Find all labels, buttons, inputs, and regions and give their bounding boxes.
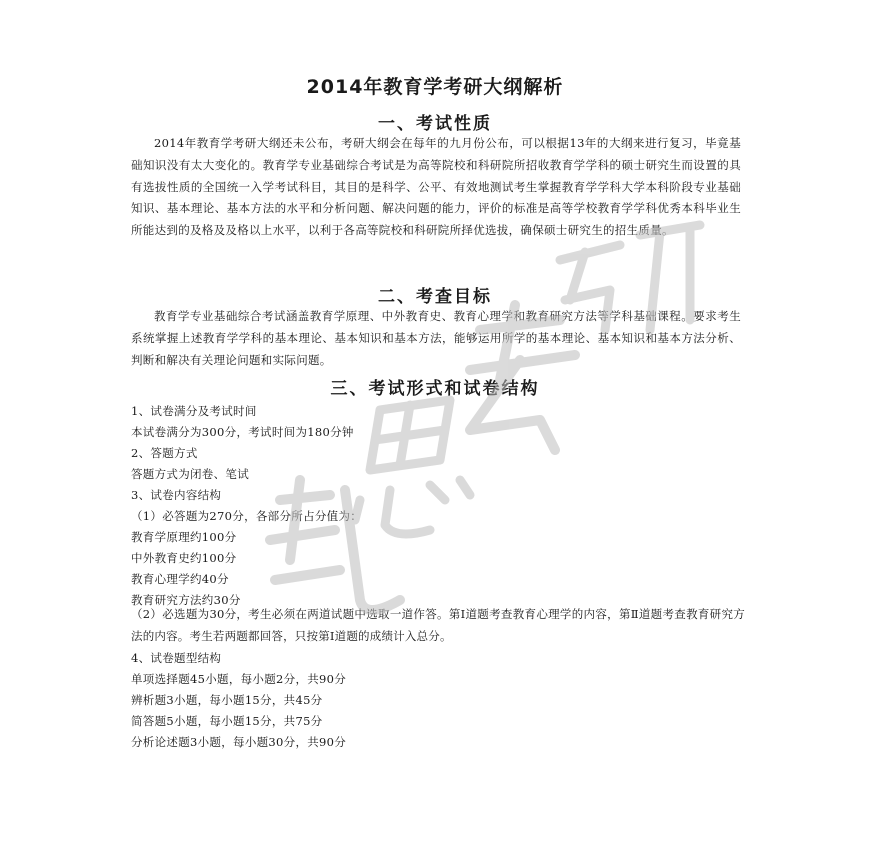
format-line: 3、试卷内容结构 bbox=[131, 488, 222, 502]
section-heading-exam-nature: 一、考试性质 bbox=[378, 114, 492, 134]
format-line: 中外教育史约100分 bbox=[131, 551, 237, 565]
section-heading-exam-format: 三、考试形式和试卷结构 bbox=[330, 379, 540, 399]
format-line: 1、试卷满分及考试时间 bbox=[131, 404, 257, 418]
structure-line: 单项选择题45小题，每小题2分，共90分 bbox=[131, 672, 347, 686]
format-line: 教育心理学约40分 bbox=[131, 572, 229, 586]
structure-line: 4、试卷题型结构 bbox=[131, 651, 222, 665]
format-line: 教育学原理约100分 bbox=[131, 530, 237, 544]
format-line: 答题方式为闭卷、笔试 bbox=[131, 467, 249, 481]
format-line: （1）必答题为270分，各部分所占分值为： bbox=[131, 509, 363, 523]
structure-line: 分析论述题3小题，每小题30分，共90分 bbox=[131, 735, 347, 749]
optional-question-paragraph: （2）必选题为30分，考生必须在两道试题中选取一道作答。第Ⅰ道题考查教育心理学的内容，第Ⅱ道题考查教育研究方法的内容。考生若两题都回答，只按第Ⅰ道题的成绩计入总分。 bbox=[131, 607, 745, 643]
exam-objectives-paragraph: 教育学专业基础综合考试涵盖教育学原理、中外教育史、教育心理学和教育研究方法等学科基础课程。要求考生系统掌握上述教育学学科的基本理论、基本知识和基本方法，能够运用所学的基本理论、基本知识和基本方法分析、判断和解决有关理论问题和实际问题。 bbox=[131, 309, 741, 367]
format-line: 教育研究方法约30分 bbox=[131, 593, 241, 607]
document-title: 2014年教育学考研大纲解析 bbox=[306, 76, 564, 98]
section-heading-exam-objectives: 二、考查目标 bbox=[378, 287, 492, 307]
format-line: 本试卷满分为300分，考试时间为180分钟 bbox=[131, 425, 354, 439]
structure-line: 辨析题3小题，每小题15分，共45分 bbox=[131, 693, 323, 707]
structure-line: 简答题5小题，每小题15分，共75分 bbox=[131, 714, 323, 728]
exam-nature-paragraph: 2014年教育学考研大纲还未公布，考研大纲会在每年的九月份公布，可以根据13年的大纲来进行复习，毕竟基础知识没有太大变化的。教育学专业基础综合考试是为高等院校和科研院所招收教育学学科的硕士研究生而设置的具有选拔性质的全国统一入学考试科目，其目的是科学、公平、有效地测试考生掌握教育学学科大学本科阶段专业基础知识、基本理论、基本方法的水平和分析问题、解决问题的能力，评价的标准是高等学校教育学学科优秀本科毕业生所能达到的及格及及格以上水平，以利于各高等院校和科研院所择优选拔，确保硕士研究生的招生质量。 bbox=[131, 136, 741, 238]
format-line: 2、答题方式 bbox=[131, 446, 198, 460]
